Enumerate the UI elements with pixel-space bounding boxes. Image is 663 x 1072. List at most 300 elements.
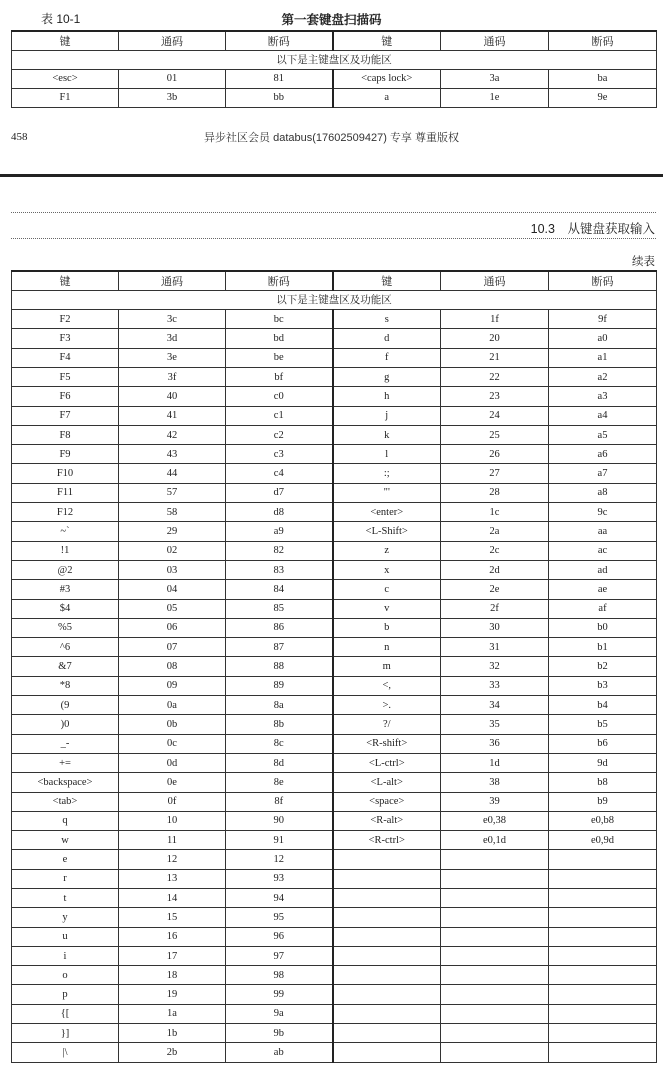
- cell-break-code: bb: [226, 88, 333, 107]
- table-row: [12, 522, 657, 541]
- cell-key: <enter>: [333, 503, 441, 522]
- cell-make-code: 36: [441, 734, 549, 753]
- cell-break-code: [549, 1043, 657, 1062]
- cell-break-code: ab: [226, 1043, 333, 1062]
- table-row: [12, 560, 657, 579]
- cell-key: %5: [12, 618, 119, 637]
- cell-make-code: 0e: [119, 773, 226, 792]
- cell-make-code: 17: [119, 946, 226, 965]
- section-label: 以下是主键盘区及功能区: [12, 50, 657, 69]
- cell-break-code: 99: [226, 985, 333, 1004]
- table-row: [12, 676, 657, 695]
- cell-key: _-: [12, 734, 119, 753]
- table-row: [12, 580, 657, 599]
- cell-break-code: 90: [226, 811, 333, 830]
- cell-key: o: [12, 966, 119, 985]
- cell-break-code: 88: [226, 657, 333, 676]
- cell-make-code: 2f: [441, 599, 549, 618]
- table-row: [12, 638, 657, 657]
- cell-key: p: [12, 985, 119, 1004]
- cell-break-code: [549, 1004, 657, 1023]
- table-row: [12, 792, 657, 811]
- cell-make-code: 3b: [119, 88, 226, 107]
- cell-key: y: [12, 908, 119, 927]
- cell-make-code: [441, 869, 549, 888]
- cell-break-code: bd: [226, 329, 333, 348]
- page-number: 458: [11, 131, 28, 143]
- cell-break-code: b6: [549, 734, 657, 753]
- table-row: [12, 541, 657, 560]
- cell-break-code: 9b: [226, 1024, 333, 1043]
- cell-break-code: b4: [549, 696, 657, 715]
- cell-key: <caps lock>: [333, 69, 441, 88]
- header-break-code: 断码: [549, 31, 657, 50]
- cell-key: F1: [12, 88, 119, 107]
- cell-make-code: 01: [119, 69, 226, 88]
- cell-key: !1: [12, 541, 119, 560]
- header-rule-bottom: [11, 238, 656, 239]
- table-row: [12, 831, 657, 850]
- section-label: 以下是主键盘区及功能区: [12, 290, 657, 309]
- cell-key: n: [333, 638, 441, 657]
- cell-key: ?/: [333, 715, 441, 734]
- header-make-code: 通码: [441, 271, 549, 290]
- table-row: [12, 1004, 657, 1023]
- cell-key: j: [333, 406, 441, 425]
- cell-key: w: [12, 831, 119, 850]
- cell-key: [333, 1024, 441, 1043]
- cell-break-code: c3: [226, 445, 333, 464]
- cell-make-code: 3c: [119, 310, 226, 329]
- cell-break-code: bf: [226, 367, 333, 386]
- cell-break-code: a0: [549, 329, 657, 348]
- cell-make-code: 40: [119, 387, 226, 406]
- cell-make-code: 25: [441, 425, 549, 444]
- header-make-code: 通码: [119, 271, 226, 290]
- cell-break-code: [549, 889, 657, 908]
- cell-make-code: 0f: [119, 792, 226, 811]
- cell-key: F9: [12, 445, 119, 464]
- cell-break-code: ad: [549, 560, 657, 579]
- cell-make-code: 27: [441, 464, 549, 483]
- cell-break-code: [549, 966, 657, 985]
- table-row: [12, 88, 657, 107]
- cell-key: z: [333, 541, 441, 560]
- cell-make-code: 0b: [119, 715, 226, 734]
- cell-make-code: 15: [119, 908, 226, 927]
- cell-break-code: a6: [549, 445, 657, 464]
- cell-key: <L-Shift>: [333, 522, 441, 541]
- cell-make-code: 2d: [441, 560, 549, 579]
- cell-break-code: 8e: [226, 773, 333, 792]
- cell-break-code: [549, 908, 657, 927]
- table-row: [12, 811, 657, 830]
- cell-break-code: [549, 850, 657, 869]
- cell-break-code: b8: [549, 773, 657, 792]
- cell-key: <esc>: [12, 69, 119, 88]
- cell-break-code: be: [226, 348, 333, 367]
- table-label: 表 10-1: [41, 12, 81, 26]
- table-row: [12, 1024, 657, 1043]
- cell-break-code: 83: [226, 560, 333, 579]
- table-header-row: [12, 31, 657, 50]
- cell-make-code: 29: [119, 522, 226, 541]
- header-break-code: 断码: [226, 31, 333, 50]
- cell-key: t: [12, 889, 119, 908]
- cell-break-code: ac: [549, 541, 657, 560]
- table-row: [12, 734, 657, 753]
- table-row: [12, 503, 657, 522]
- cell-break-code: c0: [226, 387, 333, 406]
- cell-make-code: 1f: [441, 310, 549, 329]
- table-row: [12, 483, 657, 502]
- cell-make-code: 1d: [441, 753, 549, 772]
- cell-key: F4: [12, 348, 119, 367]
- table-row: [12, 618, 657, 637]
- cell-break-code: 84: [226, 580, 333, 599]
- cell-key: F10: [12, 464, 119, 483]
- cell-break-code: 8d: [226, 753, 333, 772]
- cell-break-code: 12: [226, 850, 333, 869]
- cell-key: $4: [12, 599, 119, 618]
- cell-key: b: [333, 618, 441, 637]
- cell-key: "': [333, 483, 441, 502]
- cell-make-code: 08: [119, 657, 226, 676]
- cell-make-code: 05: [119, 599, 226, 618]
- table-row: [12, 927, 657, 946]
- cell-make-code: 30: [441, 618, 549, 637]
- cell-break-code: 89: [226, 676, 333, 695]
- cell-key: u: [12, 927, 119, 946]
- page-divider: [0, 174, 663, 177]
- cell-make-code: 2a: [441, 522, 549, 541]
- scan-code-table-continued: [11, 270, 657, 1063]
- table-row: [12, 850, 657, 869]
- cell-make-code: 58: [119, 503, 226, 522]
- cell-make-code: [441, 1043, 549, 1062]
- header-make-code: 通码: [119, 31, 226, 50]
- continued-label: 续表: [632, 256, 655, 268]
- cell-break-code: 9d: [549, 753, 657, 772]
- cell-key: [333, 850, 441, 869]
- header-key: 键: [12, 271, 119, 290]
- cell-break-code: a4: [549, 406, 657, 425]
- table-header-row: [12, 271, 657, 290]
- cell-make-code: 44: [119, 464, 226, 483]
- cell-key: F3: [12, 329, 119, 348]
- watermark-text: 异步社区会员 databus(17602509427) 专享 尊重版权: [204, 132, 459, 144]
- cell-make-code: 2c: [441, 541, 549, 560]
- cell-make-code: 11: [119, 831, 226, 850]
- table-row: [12, 657, 657, 676]
- cell-make-code: 3e: [119, 348, 226, 367]
- cell-key: F12: [12, 503, 119, 522]
- header-key: 键: [333, 271, 441, 290]
- table-row: [12, 908, 657, 927]
- cell-break-code: e0,9d: [549, 831, 657, 850]
- cell-key: v: [333, 599, 441, 618]
- table-row: [12, 1043, 657, 1062]
- cell-make-code: 07: [119, 638, 226, 657]
- table-row: [12, 69, 657, 88]
- cell-make-code: 43: [119, 445, 226, 464]
- cell-make-code: 31: [441, 638, 549, 657]
- cell-key: f: [333, 348, 441, 367]
- cell-key: [333, 1043, 441, 1062]
- cell-key: F8: [12, 425, 119, 444]
- cell-break-code: 8c: [226, 734, 333, 753]
- cell-break-code: 93: [226, 869, 333, 888]
- cell-break-code: 9a: [226, 1004, 333, 1023]
- cell-make-code: 41: [119, 406, 226, 425]
- cell-break-code: [549, 946, 657, 965]
- cell-make-code: [441, 1004, 549, 1023]
- table-row: [12, 599, 657, 618]
- scan-code-table-part1: [11, 30, 657, 108]
- cell-make-code: 34: [441, 696, 549, 715]
- cell-key: <R-shift>: [333, 734, 441, 753]
- cell-make-code: 2e: [441, 580, 549, 599]
- table-row: [12, 387, 657, 406]
- cell-key: *8: [12, 676, 119, 695]
- cell-break-code: a7: [549, 464, 657, 483]
- cell-break-code: 86: [226, 618, 333, 637]
- cell-break-code: 96: [226, 927, 333, 946]
- cell-make-code: 04: [119, 580, 226, 599]
- cell-make-code: 06: [119, 618, 226, 637]
- table-row: [12, 329, 657, 348]
- cell-make-code: e0,1d: [441, 831, 549, 850]
- cell-break-code: 87: [226, 638, 333, 657]
- cell-break-code: 98: [226, 966, 333, 985]
- cell-break-code: b9: [549, 792, 657, 811]
- cell-break-code: 94: [226, 889, 333, 908]
- cell-make-code: 26: [441, 445, 549, 464]
- header-make-code: 通码: [441, 31, 549, 50]
- table-row: [12, 464, 657, 483]
- cell-break-code: ae: [549, 580, 657, 599]
- table-row: [12, 966, 657, 985]
- cell-key: g: [333, 367, 441, 386]
- cell-key: F11: [12, 483, 119, 502]
- table-row: [12, 425, 657, 444]
- cell-key: F2: [12, 310, 119, 329]
- table-row: [12, 889, 657, 908]
- cell-make-code: [441, 889, 549, 908]
- table-row: [12, 985, 657, 1004]
- cell-make-code: [441, 908, 549, 927]
- cell-make-code: 1b: [119, 1024, 226, 1043]
- cell-make-code: 13: [119, 869, 226, 888]
- cell-make-code: 12: [119, 850, 226, 869]
- cell-key: )0: [12, 715, 119, 734]
- cell-make-code: 20: [441, 329, 549, 348]
- cell-break-code: b5: [549, 715, 657, 734]
- cell-make-code: 57: [119, 483, 226, 502]
- cell-break-code: a5: [549, 425, 657, 444]
- cell-make-code: 42: [119, 425, 226, 444]
- header-key: 键: [333, 31, 441, 50]
- cell-break-code: d7: [226, 483, 333, 502]
- cell-key: {[: [12, 1004, 119, 1023]
- cell-key: l: [333, 445, 441, 464]
- cell-make-code: 18: [119, 966, 226, 985]
- cell-key: s: [333, 310, 441, 329]
- cell-key: (9: [12, 696, 119, 715]
- table-row: [12, 773, 657, 792]
- header-rule-top: [11, 212, 656, 213]
- table-row: [12, 869, 657, 888]
- cell-break-code: b2: [549, 657, 657, 676]
- cell-break-code: c2: [226, 425, 333, 444]
- cell-make-code: 2b: [119, 1043, 226, 1062]
- cell-break-code: 81: [226, 69, 333, 88]
- cell-break-code: a8: [549, 483, 657, 502]
- cell-key: q: [12, 811, 119, 830]
- cell-key: [333, 946, 441, 965]
- cell-key: m: [333, 657, 441, 676]
- cell-key: [333, 966, 441, 985]
- cell-make-code: [441, 946, 549, 965]
- cell-key: <L-ctrl>: [333, 753, 441, 772]
- cell-break-code: c1: [226, 406, 333, 425]
- cell-key: <backspace>: [12, 773, 119, 792]
- cell-make-code: 0c: [119, 734, 226, 753]
- cell-break-code: 97: [226, 946, 333, 965]
- cell-break-code: b1: [549, 638, 657, 657]
- cell-make-code: [441, 927, 549, 946]
- table-row: [12, 715, 657, 734]
- cell-key: &7: [12, 657, 119, 676]
- running-section-header: 10.3 从键盘获取输入: [530, 222, 655, 236]
- cell-break-code: aa: [549, 522, 657, 541]
- cell-make-code: 24: [441, 406, 549, 425]
- cell-make-code: 0a: [119, 696, 226, 715]
- cell-make-code: 23: [441, 387, 549, 406]
- cell-make-code: 09: [119, 676, 226, 695]
- cell-make-code: 03: [119, 560, 226, 579]
- cell-make-code: 0d: [119, 753, 226, 772]
- header-break-code: 断码: [549, 271, 657, 290]
- cell-break-code: 91: [226, 831, 333, 850]
- cell-break-code: 8b: [226, 715, 333, 734]
- cell-key: +=: [12, 753, 119, 772]
- cell-break-code: c4: [226, 464, 333, 483]
- cell-key: <space>: [333, 792, 441, 811]
- cell-key: a: [333, 88, 441, 107]
- cell-make-code: e0,38: [441, 811, 549, 830]
- header-break-code: 断码: [226, 271, 333, 290]
- cell-key: [333, 1004, 441, 1023]
- cell-make-code: 16: [119, 927, 226, 946]
- cell-key: [333, 985, 441, 1004]
- cell-key: [333, 927, 441, 946]
- cell-key: }]: [12, 1024, 119, 1043]
- cell-key: >.: [333, 696, 441, 715]
- cell-break-code: 9f: [549, 310, 657, 329]
- cell-break-code: [549, 927, 657, 946]
- cell-key: x: [333, 560, 441, 579]
- cell-make-code: 1e: [441, 88, 549, 107]
- cell-key: <R-alt>: [333, 811, 441, 830]
- table-row: [12, 348, 657, 367]
- cell-break-code: 8f: [226, 792, 333, 811]
- cell-break-code: af: [549, 599, 657, 618]
- section-row: [12, 290, 657, 309]
- cell-key: F7: [12, 406, 119, 425]
- cell-break-code: [549, 869, 657, 888]
- cell-make-code: 1c: [441, 503, 549, 522]
- table-row: [12, 445, 657, 464]
- table-row: [12, 946, 657, 965]
- cell-break-code: e0,b8: [549, 811, 657, 830]
- cell-break-code: [549, 985, 657, 1004]
- cell-make-code: 19: [119, 985, 226, 1004]
- cell-key: r: [12, 869, 119, 888]
- cell-key: [333, 889, 441, 908]
- cell-key: F5: [12, 367, 119, 386]
- cell-make-code: [441, 1024, 549, 1043]
- cell-make-code: 02: [119, 541, 226, 560]
- cell-key: k: [333, 425, 441, 444]
- cell-break-code: ba: [549, 69, 657, 88]
- cell-make-code: [441, 966, 549, 985]
- cell-break-code: [549, 1024, 657, 1043]
- cell-make-code: 35: [441, 715, 549, 734]
- cell-make-code: 3a: [441, 69, 549, 88]
- cell-key: [333, 869, 441, 888]
- cell-make-code: [441, 850, 549, 869]
- cell-make-code: 33: [441, 676, 549, 695]
- cell-break-code: bc: [226, 310, 333, 329]
- cell-key: [333, 908, 441, 927]
- cell-make-code: 28: [441, 483, 549, 502]
- cell-make-code: 38: [441, 773, 549, 792]
- cell-key: F6: [12, 387, 119, 406]
- cell-break-code: b3: [549, 676, 657, 695]
- cell-make-code: 32: [441, 657, 549, 676]
- cell-make-code: [441, 985, 549, 1004]
- cell-break-code: b0: [549, 618, 657, 637]
- cell-key: |\: [12, 1043, 119, 1062]
- table-row: [12, 753, 657, 772]
- cell-break-code: 85: [226, 599, 333, 618]
- cell-key: c: [333, 580, 441, 599]
- cell-break-code: 9c: [549, 503, 657, 522]
- cell-key: e: [12, 850, 119, 869]
- table-row: [12, 310, 657, 329]
- cell-break-code: 9e: [549, 88, 657, 107]
- cell-make-code: 39: [441, 792, 549, 811]
- cell-key: <,: [333, 676, 441, 695]
- cell-key: d: [333, 329, 441, 348]
- cell-break-code: a9: [226, 522, 333, 541]
- section-row: [12, 50, 657, 69]
- cell-make-code: 14: [119, 889, 226, 908]
- cell-make-code: 10: [119, 811, 226, 830]
- cell-key: ^6: [12, 638, 119, 657]
- cell-break-code: 8a: [226, 696, 333, 715]
- table-row: [12, 406, 657, 425]
- table-title: 第一套键盘扫描码: [281, 13, 382, 27]
- cell-key: <tab>: [12, 792, 119, 811]
- cell-key: i: [12, 946, 119, 965]
- header-key: 键: [12, 31, 119, 50]
- cell-make-code: 3f: [119, 367, 226, 386]
- cell-break-code: a3: [549, 387, 657, 406]
- cell-key: :;: [333, 464, 441, 483]
- cell-make-code: 1a: [119, 1004, 226, 1023]
